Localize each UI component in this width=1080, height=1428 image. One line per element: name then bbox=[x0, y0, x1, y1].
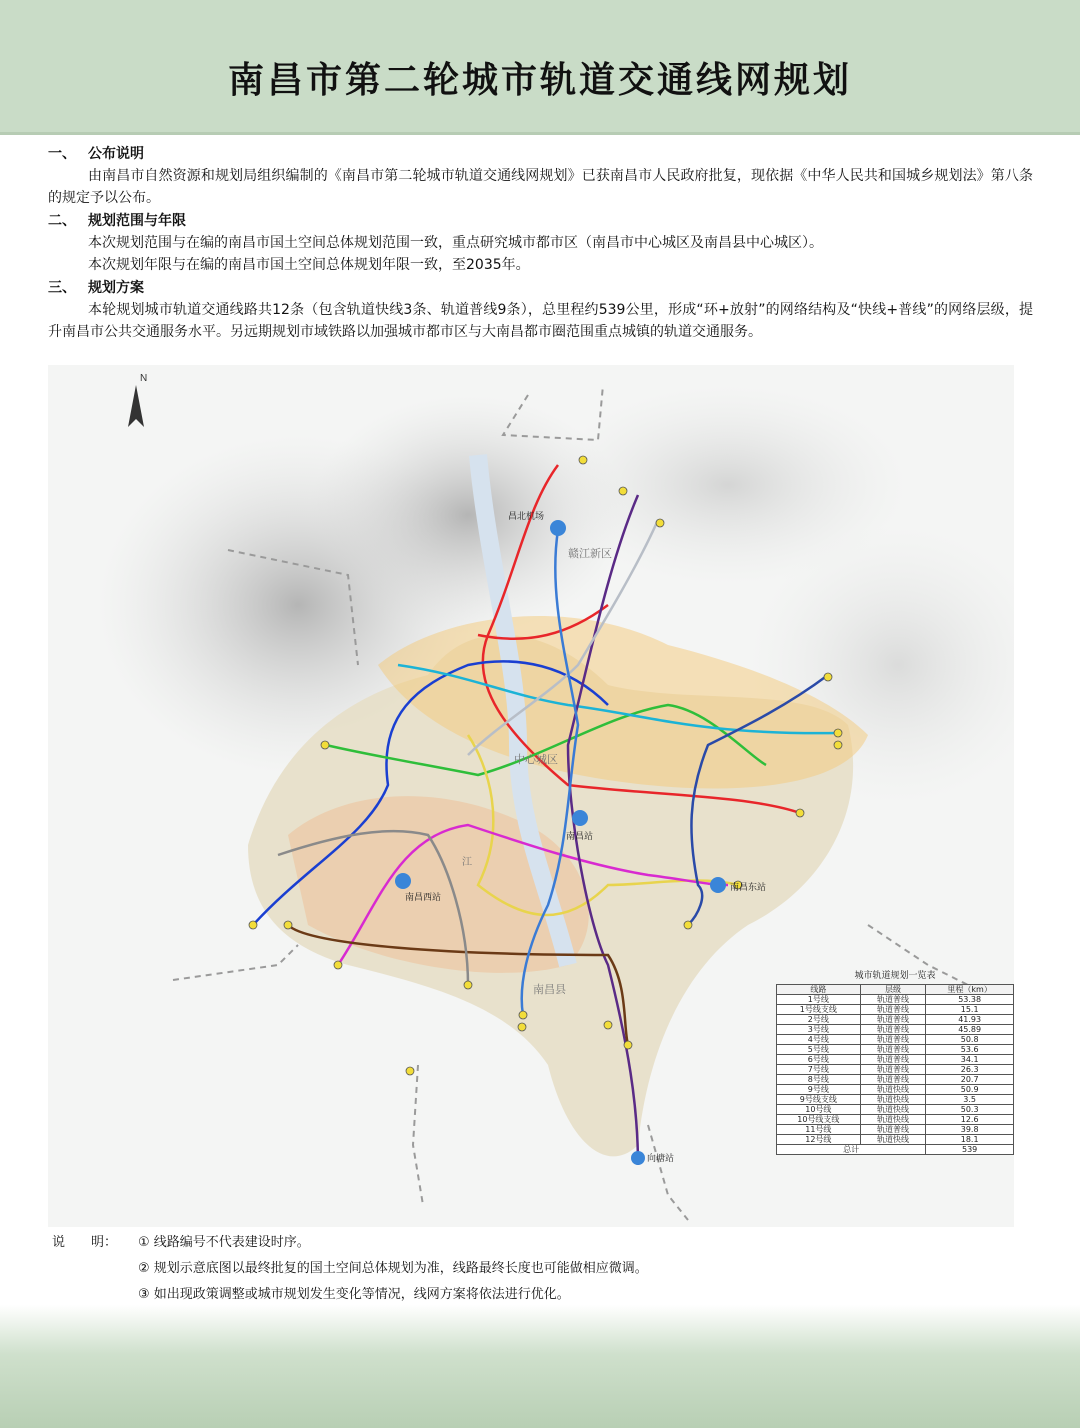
table-cell: 轨道普线 bbox=[860, 1025, 926, 1035]
note-text: ② 规划示意底图以最终批复的国土空间总体规划为准，线路最终长度也可能做相应微调。 bbox=[138, 1261, 648, 1276]
table-row bbox=[777, 1085, 1014, 1095]
station-label: 向塘站 bbox=[647, 1154, 675, 1164]
note-text: ③ 如出现政策调整或城市规划发生变化等情况，线网方案将依法进行优化。 bbox=[138, 1287, 570, 1302]
table-cell: 50.8 bbox=[926, 1035, 1014, 1045]
district-label: 江 bbox=[462, 857, 472, 868]
note-item bbox=[48, 1256, 1033, 1282]
table-cell: 轨道普线 bbox=[860, 1005, 926, 1015]
line-terminal bbox=[834, 729, 842, 737]
district-label: 南昌县 bbox=[533, 983, 566, 996]
station-label: 南昌西站 bbox=[405, 893, 442, 903]
table-row bbox=[777, 1065, 1014, 1075]
table-row bbox=[777, 1075, 1014, 1085]
station-label: 南昌东站 bbox=[730, 883, 767, 893]
table-header: 线路 bbox=[777, 985, 861, 995]
station-label: 南昌站 bbox=[566, 832, 594, 842]
table-cell: 9号线 bbox=[777, 1085, 861, 1095]
line-terminal bbox=[624, 1041, 632, 1049]
table-cell: 12号线 bbox=[777, 1135, 861, 1145]
note-text: ① 线路编号不代表建设时序。 bbox=[138, 1235, 310, 1250]
line-terminal bbox=[519, 1011, 527, 1019]
table-cell: 12.6 bbox=[926, 1115, 1014, 1125]
table-cell: 轨道快线 bbox=[860, 1085, 926, 1095]
table-cell: 39.8 bbox=[926, 1125, 1014, 1135]
table-cell: 45.89 bbox=[926, 1025, 1014, 1035]
line-terminal bbox=[249, 921, 257, 929]
table-cell: 50.3 bbox=[926, 1105, 1014, 1115]
table-cell: 11号线 bbox=[777, 1125, 861, 1135]
line-summary-table bbox=[776, 968, 1014, 1155]
table-cell: 轨道快线 bbox=[860, 1135, 926, 1145]
table-cell: 15.1 bbox=[926, 1005, 1014, 1015]
line-terminal bbox=[796, 809, 804, 817]
footer-band bbox=[0, 1305, 1080, 1428]
section-1 bbox=[48, 143, 1033, 209]
table-cell: 3号线 bbox=[777, 1025, 861, 1035]
table-cell: 50.9 bbox=[926, 1085, 1014, 1095]
page-title: 南昌市第二轮城市轨道交通线网规划 bbox=[227, 60, 852, 101]
section-heading bbox=[48, 210, 1033, 232]
table-cell: 5号线 bbox=[777, 1045, 861, 1055]
station-icon bbox=[572, 810, 588, 826]
line-terminal bbox=[464, 981, 472, 989]
table-row bbox=[777, 1095, 1014, 1105]
table-row bbox=[777, 1015, 1014, 1025]
table-cell: 轨道普线 bbox=[860, 1075, 926, 1085]
line-terminal bbox=[284, 921, 292, 929]
table-header-row bbox=[777, 985, 1014, 995]
table-cell: 2号线 bbox=[777, 1015, 861, 1025]
table-cell: 轨道普线 bbox=[860, 995, 926, 1005]
station-icon bbox=[631, 1151, 645, 1165]
table-title: 城市轨道规划一览表 bbox=[854, 971, 936, 981]
line-terminal bbox=[684, 921, 692, 929]
table-row bbox=[777, 1045, 1014, 1055]
table-row bbox=[777, 1025, 1014, 1035]
table-row bbox=[777, 1035, 1014, 1045]
table-cell: 1号线支线 bbox=[777, 1005, 861, 1015]
table-cell: 轨道普线 bbox=[860, 1065, 926, 1075]
line-terminal bbox=[406, 1067, 414, 1075]
station-icon bbox=[710, 877, 726, 893]
section-paragraph: 由南昌市自然资源和规划局组织编制的《南昌市第二轮城市轨道交通线网规划》已获南昌市人民政府批复，现依据《中华人民共和国城乡规划法》第八条的规定予以公布。 bbox=[48, 168, 1033, 206]
station-xiangtang bbox=[631, 1151, 674, 1165]
table-cell: 轨道普线 bbox=[860, 1015, 926, 1025]
section-title: 公布说明 bbox=[88, 146, 144, 162]
table-cell: 轨道普线 bbox=[860, 1125, 926, 1135]
table-row bbox=[777, 1055, 1014, 1065]
section-heading bbox=[48, 277, 1033, 299]
table-cell: 53.6 bbox=[926, 1045, 1014, 1055]
table-row bbox=[777, 1125, 1014, 1135]
table-row bbox=[777, 1105, 1014, 1115]
table-cell: 1号线 bbox=[777, 995, 861, 1005]
table-cell: 53.38 bbox=[926, 995, 1014, 1005]
table-cell: 轨道普线 bbox=[860, 1055, 926, 1065]
table-cell: 7号线 bbox=[777, 1065, 861, 1075]
table-cell: 轨道快线 bbox=[860, 1095, 926, 1105]
table-cell: 轨道普线 bbox=[860, 1035, 926, 1045]
table-cell: 41.93 bbox=[926, 1015, 1014, 1025]
table-cell: 轨道快线 bbox=[860, 1105, 926, 1115]
table-cell: 9号线支线 bbox=[777, 1095, 861, 1105]
total-value: 539 bbox=[926, 1145, 1014, 1155]
table-cell: 8号线 bbox=[777, 1075, 861, 1085]
table-cell: 6号线 bbox=[777, 1055, 861, 1065]
table-row bbox=[777, 1115, 1014, 1125]
section-number: 二、 bbox=[48, 213, 76, 229]
title-banner bbox=[0, 0, 1080, 135]
line-terminal bbox=[334, 961, 342, 969]
table-cell: 轨道普线 bbox=[860, 1045, 926, 1055]
table-row bbox=[777, 1005, 1014, 1015]
table-cell: 26.3 bbox=[926, 1065, 1014, 1075]
section-2 bbox=[48, 210, 1033, 276]
district-label: 中心城区 bbox=[514, 753, 558, 766]
notes-lead: 说 明： bbox=[52, 1235, 118, 1250]
table-body bbox=[777, 995, 1014, 1145]
notes bbox=[48, 1230, 1033, 1308]
station-label: 昌北机场 bbox=[508, 512, 545, 522]
table-total-row bbox=[777, 1145, 1014, 1155]
line-terminal bbox=[518, 1023, 526, 1031]
line-terminal bbox=[321, 741, 329, 749]
section-paragraph: 本次规划年限与在编的南昌市国土空间总体规划年限一致，至2035年。 bbox=[88, 257, 530, 273]
section-3 bbox=[48, 277, 1033, 343]
table-cell: 34.1 bbox=[926, 1055, 1014, 1065]
section-title: 规划范围与年限 bbox=[88, 213, 186, 229]
section-number: 一、 bbox=[48, 146, 76, 162]
section-title: 规划方案 bbox=[88, 280, 144, 296]
table-cell: 18.1 bbox=[926, 1135, 1014, 1145]
section-number: 三、 bbox=[48, 280, 76, 296]
section-heading bbox=[48, 143, 1033, 165]
table-row bbox=[777, 1135, 1014, 1145]
table-cell: 10号线支线 bbox=[777, 1115, 861, 1125]
total-label: 总计 bbox=[777, 1145, 926, 1155]
line-terminal bbox=[619, 487, 627, 495]
note-item bbox=[48, 1230, 1033, 1256]
table-header: 层级 bbox=[860, 985, 926, 995]
line-terminal bbox=[834, 741, 842, 749]
line-terminal bbox=[604, 1021, 612, 1029]
table-cell: 10号线 bbox=[777, 1105, 861, 1115]
table-cell: 4号线 bbox=[777, 1035, 861, 1045]
table-cell: 轨道快线 bbox=[860, 1115, 926, 1125]
table-row bbox=[777, 995, 1014, 1005]
section-paragraph: 本次规划范围与在编的南昌市国土空间总体规划范围一致，重点研究城市都市区（南昌市中心城区及南昌县中心城区）。 bbox=[88, 235, 823, 251]
table-cell: 3.5 bbox=[926, 1095, 1014, 1105]
station-icon bbox=[395, 873, 411, 889]
station-icon bbox=[550, 520, 566, 536]
table-header: 里程（km） bbox=[926, 985, 1014, 995]
table bbox=[776, 984, 1014, 1155]
line-terminal bbox=[824, 673, 832, 681]
table-cell: 20.7 bbox=[926, 1075, 1014, 1085]
north-label: N bbox=[140, 373, 148, 384]
district-label: 赣江新区 bbox=[568, 547, 612, 560]
line-terminal bbox=[656, 519, 664, 527]
line-terminal bbox=[579, 456, 587, 464]
section-paragraph: 本轮规划城市轨道交通线路共12条（包含轨道快线3条、轨道普线9条），总里程约539公里，形成“环+放射”的网络结构及“快线+普线”的网络层级，提升南昌市公共交通服务水平。另远期规划市域铁路以加强城市都市区与大南昌都市圈范围重点城镇的轨道交通服务。 bbox=[48, 302, 1033, 340]
